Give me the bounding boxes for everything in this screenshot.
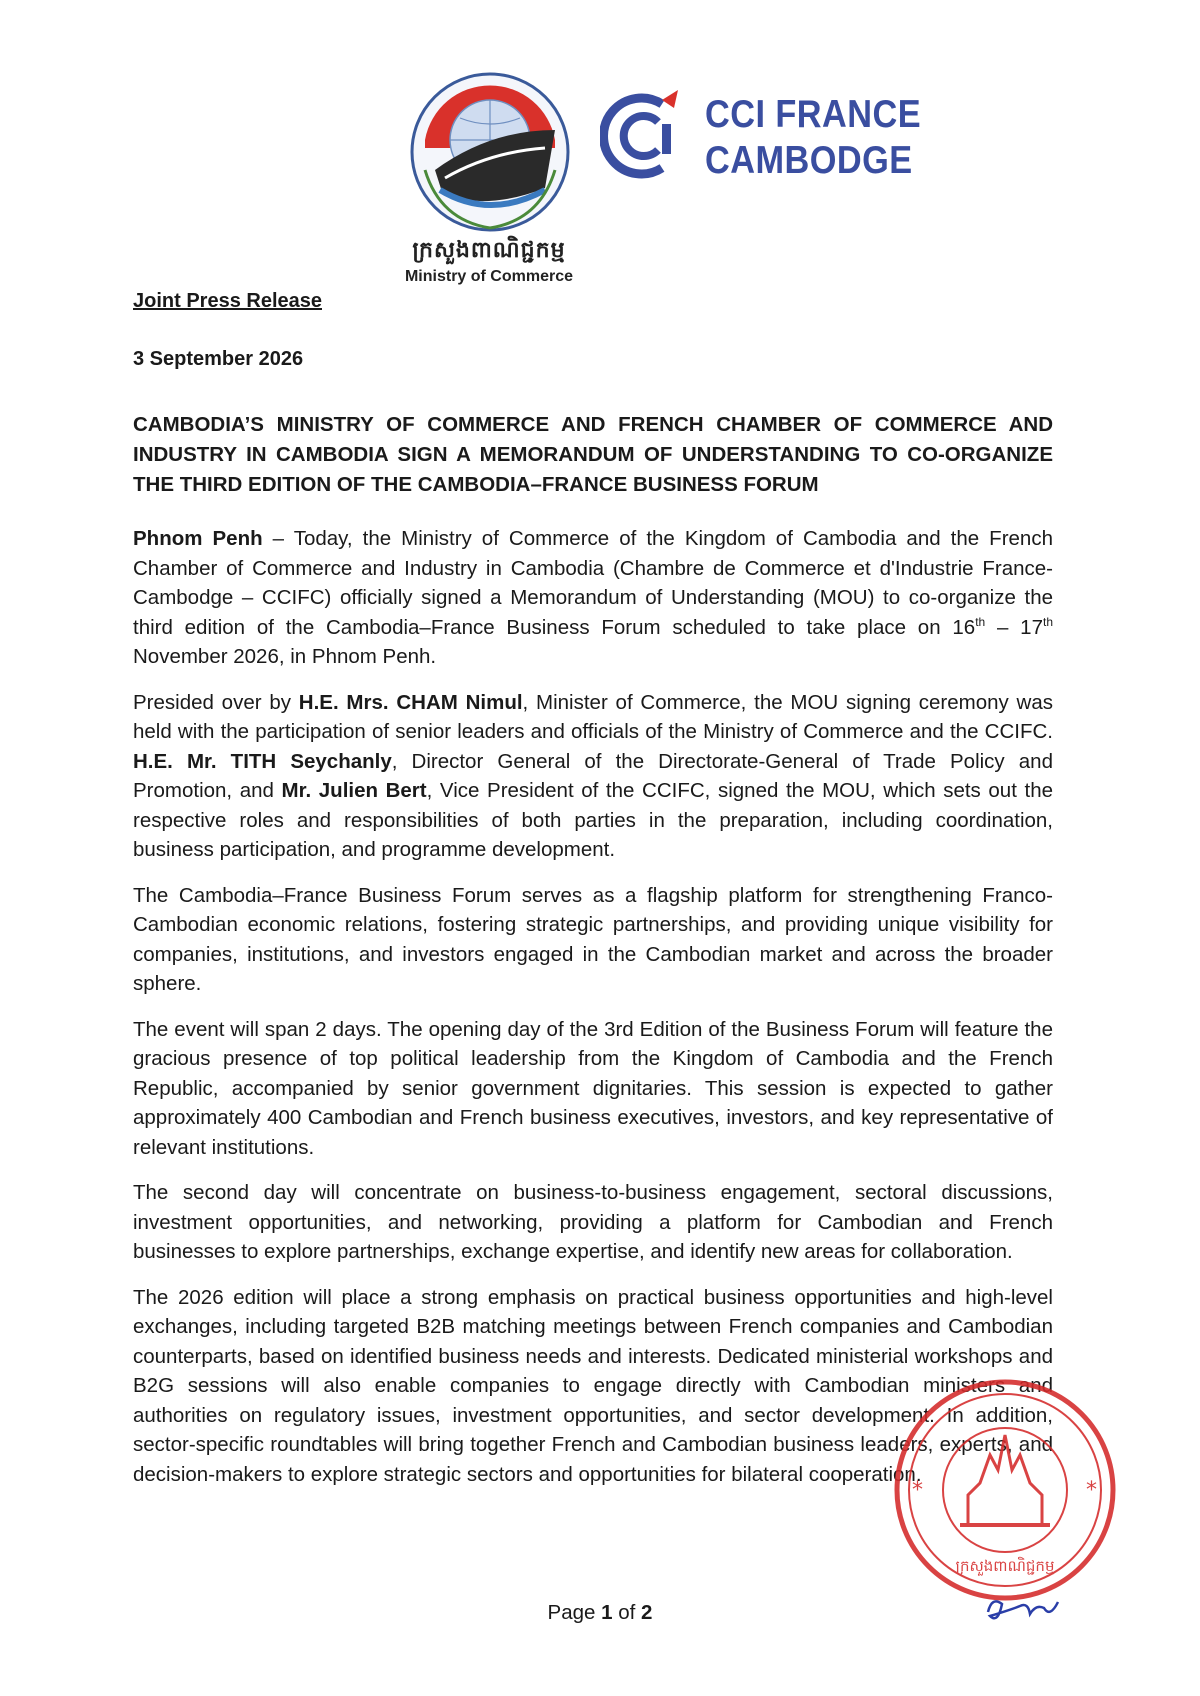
headline: CAMBODIA’S MINISTRY OF COMMERCE AND FRENCH CHAMBER OF COMMERCE AND INDUSTRY IN CAMBODIA SIGN A MEMORANDUM OF UNDERSTANDING TO CO-ORGANIZE THE THIRD EDITION OF THE CAMBODIA–FRANCE BUSINESS FORUM xyxy=(133,413,1053,496)
page-total: 2 xyxy=(641,1601,653,1624)
page-footer xyxy=(0,1601,1200,1625)
paragraph-text: – 17 xyxy=(985,615,1043,639)
cci-france-cambodge-wordmark xyxy=(705,92,921,184)
paragraph-6: The 2026 edition will place a strong emphasis on practical business opportunities and high-level exchanges, including targeted B2B matching meetings between French companies and Cambodian counterparts, based on identified business needs and interests. Dedicated ministerial workshops and B2G sessions will also enable companies to engage directly with Cambodian ministers and authorities on regulatory issues, investment opportunities, and sector development. In addition, sector-specific roundtables will bring together French and Cambodian business leaders, experts, and decision-makers to explore strategic sectors and opportunities for bilateral cooperation. xyxy=(133,1285,1053,1486)
svg-text:*: * xyxy=(1086,1478,1097,1503)
superscript: th xyxy=(1042,614,1053,629)
paragraph-text: Presided over by xyxy=(133,690,299,714)
page-number: 1 xyxy=(601,1601,613,1624)
paragraph-4: The event will span 2 days. The opening day of the 3rd Edition of the Business Forum will feature the gracious presence of top political leadership from the Kingdom of Cambodia and the French Republic, accompanied by senior government dignitaries. This session is expected to gather approximately 400 Cambodian and French business executives, investors, and key representative of relevant institutions. xyxy=(133,1017,1053,1159)
body-text xyxy=(133,524,1053,1505)
cci-line-2: CAMBODGE xyxy=(705,139,913,182)
paragraph-text: , Director General of the Directorate-General of Trade Policy and Promotion, and xyxy=(133,749,1053,802)
ministry-name-khmer: ក្រសួងពាណិជ្ជកម្ម xyxy=(412,238,566,263)
dateline: Phnom Penh xyxy=(133,527,263,550)
paragraph-1 xyxy=(133,524,1053,672)
cci-france-mark-icon xyxy=(600,86,690,186)
person-name: H.E. Mr. TITH Seychanly xyxy=(133,749,392,773)
footer-text: of xyxy=(612,1601,642,1624)
official-red-seal-icon xyxy=(890,1375,1120,1605)
cci-line-1: CCI FRANCE xyxy=(705,93,922,136)
paragraph-2 xyxy=(133,688,1053,865)
seal-text: ក្រសួងពាណិជ្ជកម្ម xyxy=(955,1557,1055,1575)
paragraph-3: The Cambodia–France Business Forum serves as a flagship platform for strengthening Franco-Cambodian economic relations, fostering strategic partnerships, and providing unique visibility for companies, institutions, and investors engaged in the Cambodian market and across the broader sphere. xyxy=(133,883,1053,995)
svg-text:*: * xyxy=(912,1478,923,1503)
paragraph-5: The second day will concentrate on business-to-business engagement, sectoral discussions, investment opportunities, and networking, providing a platform for Cambodian and French businesses to explore partnerships, exchange expertise, and identify new areas for collaboration. xyxy=(133,1181,1053,1263)
ministry-name-english: Ministry of Commerce xyxy=(404,268,574,285)
person-name: Mr. Julien Bert xyxy=(281,779,427,802)
person-name: H.E. Mrs. CHAM Nimul xyxy=(298,690,523,714)
release-date: 3 September 2026 xyxy=(133,348,304,370)
paragraph-text: , Minister of Commerce, the MOU signing ceremony was held with the participation of senior leaders and officials of the Ministry of Commerce and the CCIFC. xyxy=(133,690,1053,743)
footer-text: Page xyxy=(547,1601,602,1624)
paragraph-text: November 2026, in Phnom Penh. xyxy=(133,645,437,668)
paragraph-text: , Vice President of the CCIFC, signed the MOU, which sets out the respective roles and responsibilities of both parties in the preparation, including coordination, business participation, and programme development. xyxy=(133,779,1053,861)
document-label: Joint Press Release xyxy=(133,290,322,312)
superscript: th xyxy=(975,614,986,629)
paragraph-text: – Today, the Ministry of Commerce of the Kingdom of Cambodia and the French Chamber of Commerce and Industry in Cambodia (Chambre de Commerce et d'Industrie France-Cambodge – CCIFC) officially signed a Memorandum of Understanding (MOU) to co-organize the third edition of the Cambodia–France Business Forum scheduled to take place on 16 xyxy=(133,527,1053,639)
ministry-of-commerce-emblem-icon xyxy=(405,70,575,235)
